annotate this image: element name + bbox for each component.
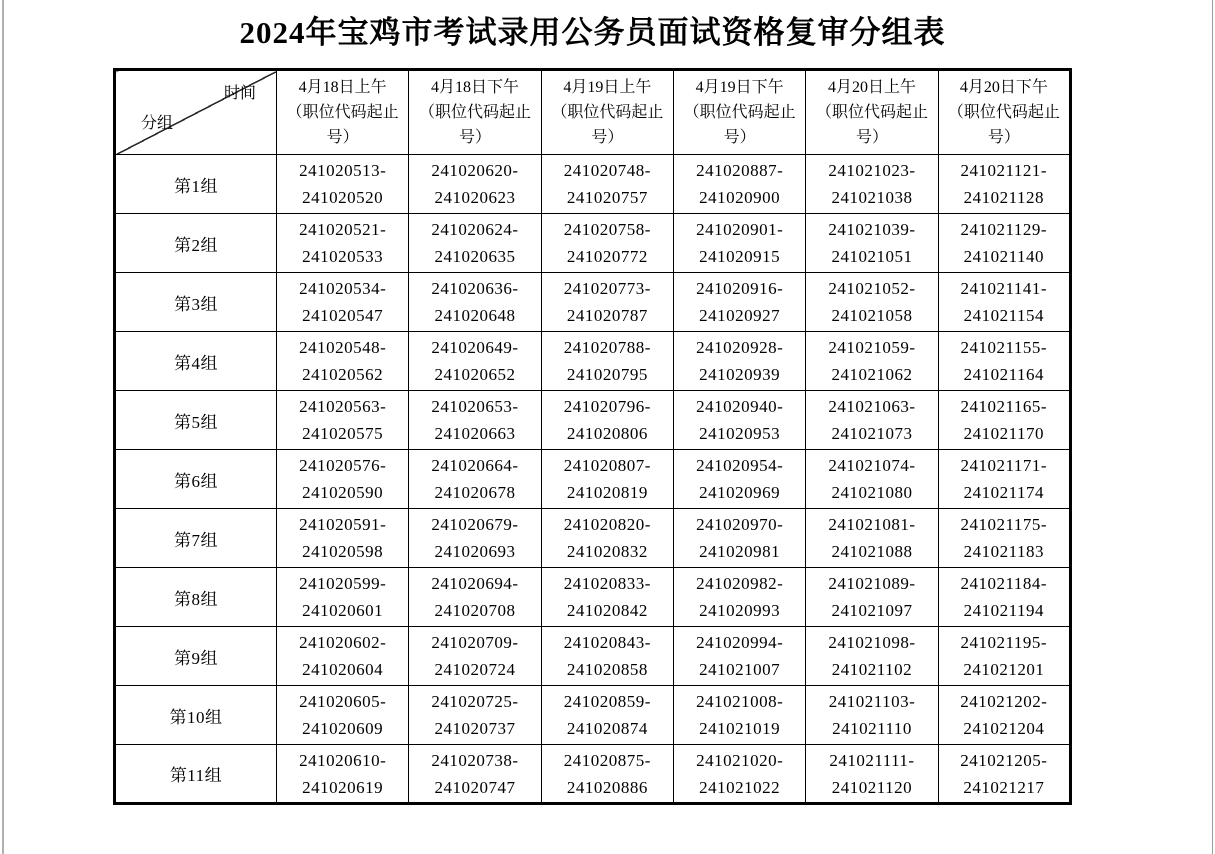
- range-cell: [541, 568, 673, 627]
- range-start: 241020928-: [696, 338, 784, 357]
- range-start: 241020940-: [696, 397, 784, 416]
- column-header-line: 号）: [987, 129, 1020, 146]
- range-cell: [409, 686, 541, 745]
- range-end: 241020609: [302, 719, 384, 738]
- corner-cell: [115, 70, 277, 155]
- range-start: 241021039-: [828, 220, 916, 239]
- range-end: 241021204: [963, 719, 1045, 738]
- table-row: [115, 214, 1071, 273]
- range-cell: [277, 332, 409, 391]
- column-header: [673, 70, 805, 155]
- range-cell: [938, 155, 1070, 214]
- range-start: 241020563-: [299, 397, 387, 416]
- range-cell: [806, 509, 938, 568]
- table-header: [115, 70, 1071, 155]
- range-end: 241021051: [831, 247, 913, 266]
- range-start: 241020709-: [431, 633, 519, 652]
- range-end: 241020981: [699, 542, 781, 561]
- range-cell: [277, 686, 409, 745]
- range-end: 241020604: [302, 660, 384, 679]
- range-cell: [938, 391, 1070, 450]
- group-cell: 第9组: [115, 627, 277, 686]
- column-header: [806, 70, 938, 155]
- range-start: 241020788-: [563, 338, 651, 357]
- range-start: 241021081-: [828, 515, 916, 534]
- range-start: 241020624-: [431, 220, 519, 239]
- table-row: [115, 686, 1071, 745]
- column-header-line: 4月20日下午: [959, 79, 1048, 96]
- corner-time-label: 时间: [223, 85, 256, 102]
- range-end: 241021080: [831, 483, 913, 502]
- column-header-line: 4月20日上午: [827, 79, 916, 96]
- range-end: 241020623: [434, 188, 516, 207]
- range-end: 241020693: [434, 542, 516, 561]
- range-cell: [541, 391, 673, 450]
- range-end: 241020601: [302, 601, 384, 620]
- range-cell: [673, 155, 805, 214]
- range-end: 241020915: [699, 247, 781, 266]
- range-start: 241021175-: [960, 515, 1048, 534]
- range-cell: [409, 214, 541, 273]
- range-cell: [409, 745, 541, 804]
- range-start: 241021020-: [696, 750, 784, 770]
- range-cell: [541, 273, 673, 332]
- range-end: 241020520: [302, 188, 384, 207]
- group-cell: 第3组: [115, 273, 277, 332]
- range-end: 241021062: [831, 365, 913, 384]
- range-start: 241021165-: [960, 397, 1048, 416]
- range-start: 241021098-: [828, 633, 916, 652]
- range-start: 241020994-: [696, 633, 784, 652]
- range-start: 241020970-: [696, 515, 784, 534]
- range-end: 241021183: [963, 542, 1044, 561]
- range-cell: [541, 332, 673, 391]
- range-start: 241020664-: [431, 456, 519, 475]
- range-start: 241021103-: [828, 692, 916, 711]
- range-end: 241020678: [434, 483, 516, 502]
- range-cell: [806, 627, 938, 686]
- range-end: 241020819: [566, 483, 648, 502]
- table-body: [115, 155, 1071, 804]
- grouping-table: [113, 68, 1072, 805]
- range-end: 241020635: [434, 247, 516, 266]
- range-start: 241021184-: [960, 574, 1048, 593]
- range-cell: [938, 568, 1070, 627]
- group-cell: 第8组: [115, 568, 277, 627]
- range-end: 241021088: [831, 542, 913, 561]
- range-start: 241020833-: [563, 574, 651, 593]
- range-cell: [409, 391, 541, 450]
- range-start: 241020694-: [431, 574, 519, 593]
- range-start: 241021202-: [960, 692, 1048, 711]
- range-start: 241021141-: [960, 279, 1048, 298]
- range-start: 241021059-: [828, 338, 916, 357]
- range-end: 241021022: [699, 777, 781, 797]
- range-cell: [806, 686, 938, 745]
- table-row: [115, 273, 1071, 332]
- range-end: 241021154: [963, 306, 1044, 325]
- range-start: 241020887-: [696, 161, 784, 180]
- range-end: 241020806: [566, 424, 648, 443]
- range-end: 241020737: [434, 719, 516, 738]
- range-end: 241021128: [963, 188, 1044, 207]
- range-cell: [673, 745, 805, 804]
- range-start: 241020576-: [299, 456, 387, 475]
- range-cell: [673, 509, 805, 568]
- range-end: 241021194: [963, 601, 1044, 620]
- range-start: 241020653-: [431, 397, 519, 416]
- range-cell: [277, 568, 409, 627]
- range-cell: [938, 273, 1070, 332]
- table-row: [115, 745, 1071, 804]
- range-cell: [806, 568, 938, 627]
- range-end: 241021019: [699, 719, 781, 738]
- range-end: 241020562: [302, 365, 384, 384]
- range-start: 241020843-: [563, 633, 651, 652]
- range-cell: [541, 155, 673, 214]
- group-cell: 第4组: [115, 332, 277, 391]
- range-start: 241020610-: [299, 750, 387, 770]
- range-end: 241020953: [699, 424, 781, 443]
- range-start: 241020982-: [696, 574, 784, 593]
- column-header-line: 号）: [855, 129, 888, 146]
- range-end: 241020652: [434, 365, 516, 384]
- range-cell: [938, 745, 1070, 804]
- range-cell: [938, 214, 1070, 273]
- range-end: 241020787: [566, 306, 648, 325]
- range-start: 241020773-: [563, 279, 651, 298]
- group-cell: 第11组: [115, 745, 277, 804]
- range-end: 241020575: [302, 424, 384, 443]
- range-cell: [541, 509, 673, 568]
- range-cell: [541, 627, 673, 686]
- table-row: [115, 391, 1071, 450]
- table-row: [115, 509, 1071, 568]
- range-end: 241020533: [302, 247, 384, 266]
- group-cell: 第5组: [115, 391, 277, 450]
- range-end: 241021097: [831, 601, 913, 620]
- range-cell: [541, 745, 673, 804]
- range-start: 241020605-: [299, 692, 387, 711]
- range-cell: [277, 273, 409, 332]
- range-end: 241020708: [434, 601, 516, 620]
- range-end: 241021120: [831, 777, 913, 797]
- range-end: 241020757: [566, 188, 648, 207]
- range-cell: [673, 686, 805, 745]
- range-cell: [409, 273, 541, 332]
- group-cell: 第7组: [115, 509, 277, 568]
- table-row: [115, 332, 1071, 391]
- table-row: [115, 568, 1071, 627]
- column-header-line: （职位代码起止: [815, 104, 928, 121]
- header-row: [115, 70, 1071, 155]
- range-start: 241020649-: [431, 338, 519, 357]
- range-end: 241020900: [699, 188, 781, 207]
- range-cell: [806, 155, 938, 214]
- corner-group-label: 分组: [141, 115, 174, 132]
- range-end: 241020747: [434, 777, 516, 797]
- range-start: 241021121-: [960, 161, 1048, 180]
- range-start: 241020591-: [299, 515, 387, 534]
- range-start: 241021195-: [960, 633, 1048, 652]
- range-start: 241021023-: [828, 161, 916, 180]
- range-end: 241021073: [831, 424, 913, 443]
- range-cell: [806, 214, 938, 273]
- range-cell: [277, 509, 409, 568]
- range-start: 241020620-: [431, 161, 519, 180]
- column-header-line: 号）: [458, 129, 491, 146]
- column-header-line: （职位代码起止: [683, 104, 796, 121]
- range-start: 241021052-: [828, 279, 916, 298]
- range-start: 241020954-: [696, 456, 784, 475]
- range-cell: [409, 509, 541, 568]
- range-start: 241020599-: [299, 574, 387, 593]
- range-cell: [673, 627, 805, 686]
- range-start: 241020807-: [563, 456, 651, 475]
- page-title: 2024年宝鸡市考试录用公务员面试资格复审分组表: [239, 15, 946, 50]
- column-header-line: 号）: [326, 129, 359, 146]
- column-header-line: （职位代码起止: [947, 104, 1060, 121]
- range-start: 241020534-: [299, 279, 387, 298]
- column-header-line: 4月18日下午: [430, 79, 519, 96]
- group-cell: 第2组: [115, 214, 277, 273]
- range-cell: [541, 214, 673, 273]
- range-cell: [806, 273, 938, 332]
- column-header: [938, 70, 1070, 155]
- range-end: 241021140: [963, 247, 1044, 266]
- range-cell: [277, 627, 409, 686]
- range-end: 241020590: [302, 483, 384, 502]
- group-cell: 第6组: [115, 450, 277, 509]
- range-end: 241020969: [699, 483, 781, 502]
- range-end: 241020663: [434, 424, 516, 443]
- range-end: 241021217: [963, 777, 1045, 797]
- range-start: 241020725-: [431, 692, 519, 711]
- column-header: [277, 70, 409, 155]
- group-cell: 第1组: [115, 155, 277, 214]
- range-start: 241020820-: [563, 515, 651, 534]
- range-start: 241021074-: [828, 456, 916, 475]
- range-start: 241020748-: [563, 161, 651, 180]
- table-row: [115, 450, 1071, 509]
- range-end: 241021164: [963, 365, 1044, 384]
- range-start: 241020916-: [696, 279, 784, 298]
- range-end: 241021170: [963, 424, 1044, 443]
- range-start: 241020875-: [563, 750, 651, 770]
- range-cell: [806, 391, 938, 450]
- table-row: [115, 155, 1071, 214]
- range-end: 241021110: [832, 719, 912, 738]
- range-start: 241020679-: [431, 515, 519, 534]
- range-cell: [409, 568, 541, 627]
- range-cell: [673, 568, 805, 627]
- range-cell: [409, 450, 541, 509]
- range-start: 241020602-: [299, 633, 387, 652]
- range-start: 241020521-: [299, 220, 387, 239]
- range-cell: [409, 627, 541, 686]
- range-start: 241021205-: [960, 750, 1048, 770]
- range-cell: [541, 450, 673, 509]
- range-cell: [277, 745, 409, 804]
- range-end: 241020993: [699, 601, 781, 620]
- range-end: 241020927: [699, 306, 781, 325]
- range-cell: [673, 214, 805, 273]
- range-cell: [938, 450, 1070, 509]
- range-end: 241020547: [302, 306, 384, 325]
- range-end: 241020886: [566, 777, 648, 797]
- group-cell: 第10组: [115, 686, 277, 745]
- range-end: 241020858: [566, 660, 648, 679]
- range-end: 241020772: [566, 247, 648, 266]
- range-cell: [938, 509, 1070, 568]
- range-start: 241020859-: [563, 692, 651, 711]
- column-header-line: 4月18日上午: [298, 79, 387, 96]
- range-start: 241021008-: [696, 692, 784, 711]
- page-left-edge: [2, 0, 4, 854]
- range-start: 241021129-: [960, 220, 1048, 239]
- range-end: 241020598: [302, 542, 384, 561]
- range-start: 241020636-: [431, 279, 519, 298]
- range-end: 241020724: [434, 660, 516, 679]
- range-cell: [277, 391, 409, 450]
- range-cell: [673, 332, 805, 391]
- range-start: 241021171-: [960, 456, 1048, 475]
- range-cell: [673, 273, 805, 332]
- range-start: 241021111-: [829, 750, 915, 770]
- range-start: 241020796-: [563, 397, 651, 416]
- column-header-line: 号）: [723, 129, 756, 146]
- range-cell: [673, 391, 805, 450]
- range-end: 241021174: [963, 483, 1044, 502]
- range-end: 241021201: [963, 660, 1045, 679]
- range-cell: [409, 155, 541, 214]
- range-start: 241020901-: [696, 220, 784, 239]
- range-cell: [806, 332, 938, 391]
- range-cell: [673, 450, 805, 509]
- range-end: 241020619: [302, 777, 384, 797]
- range-start: 241020738-: [431, 750, 519, 770]
- range-end: 241021058: [831, 306, 913, 325]
- page-right-edge: [1212, 0, 1213, 854]
- table-row: [115, 627, 1071, 686]
- range-cell: [938, 686, 1070, 745]
- column-header-line: （职位代码起止: [286, 104, 399, 121]
- range-end: 241021102: [831, 660, 913, 679]
- range-cell: [277, 155, 409, 214]
- range-end: 241020874: [566, 719, 648, 738]
- range-end: 241020939: [699, 365, 781, 384]
- column-header-line: 4月19日上午: [563, 79, 652, 96]
- column-header-line: （职位代码起止: [551, 104, 664, 121]
- range-cell: [277, 214, 409, 273]
- range-start: 241021089-: [828, 574, 916, 593]
- column-header-line: （职位代码起止: [418, 104, 531, 121]
- range-cell: [409, 332, 541, 391]
- range-cell: [541, 686, 673, 745]
- column-header: [541, 70, 673, 155]
- range-end: 241020795: [566, 365, 648, 384]
- range-end: 241021038: [831, 188, 913, 207]
- range-start: 241021155-: [960, 338, 1048, 357]
- range-cell: [806, 450, 938, 509]
- column-header: [409, 70, 541, 155]
- range-cell: [938, 627, 1070, 686]
- range-cell: [277, 450, 409, 509]
- column-header-line: 4月19日下午: [695, 79, 784, 96]
- column-header-line: 号）: [591, 129, 624, 146]
- range-start: 241021063-: [828, 397, 916, 416]
- range-end: 241021007: [699, 660, 781, 679]
- range-end: 241020842: [566, 601, 648, 620]
- range-start: 241020548-: [299, 338, 387, 357]
- range-start: 241020758-: [563, 220, 651, 239]
- range-end: 241020832: [566, 542, 648, 561]
- document-content: [113, 0, 1072, 805]
- range-cell: [938, 332, 1070, 391]
- range-end: 241020648: [434, 306, 516, 325]
- range-cell: [806, 745, 938, 804]
- range-start: 241020513-: [299, 161, 387, 180]
